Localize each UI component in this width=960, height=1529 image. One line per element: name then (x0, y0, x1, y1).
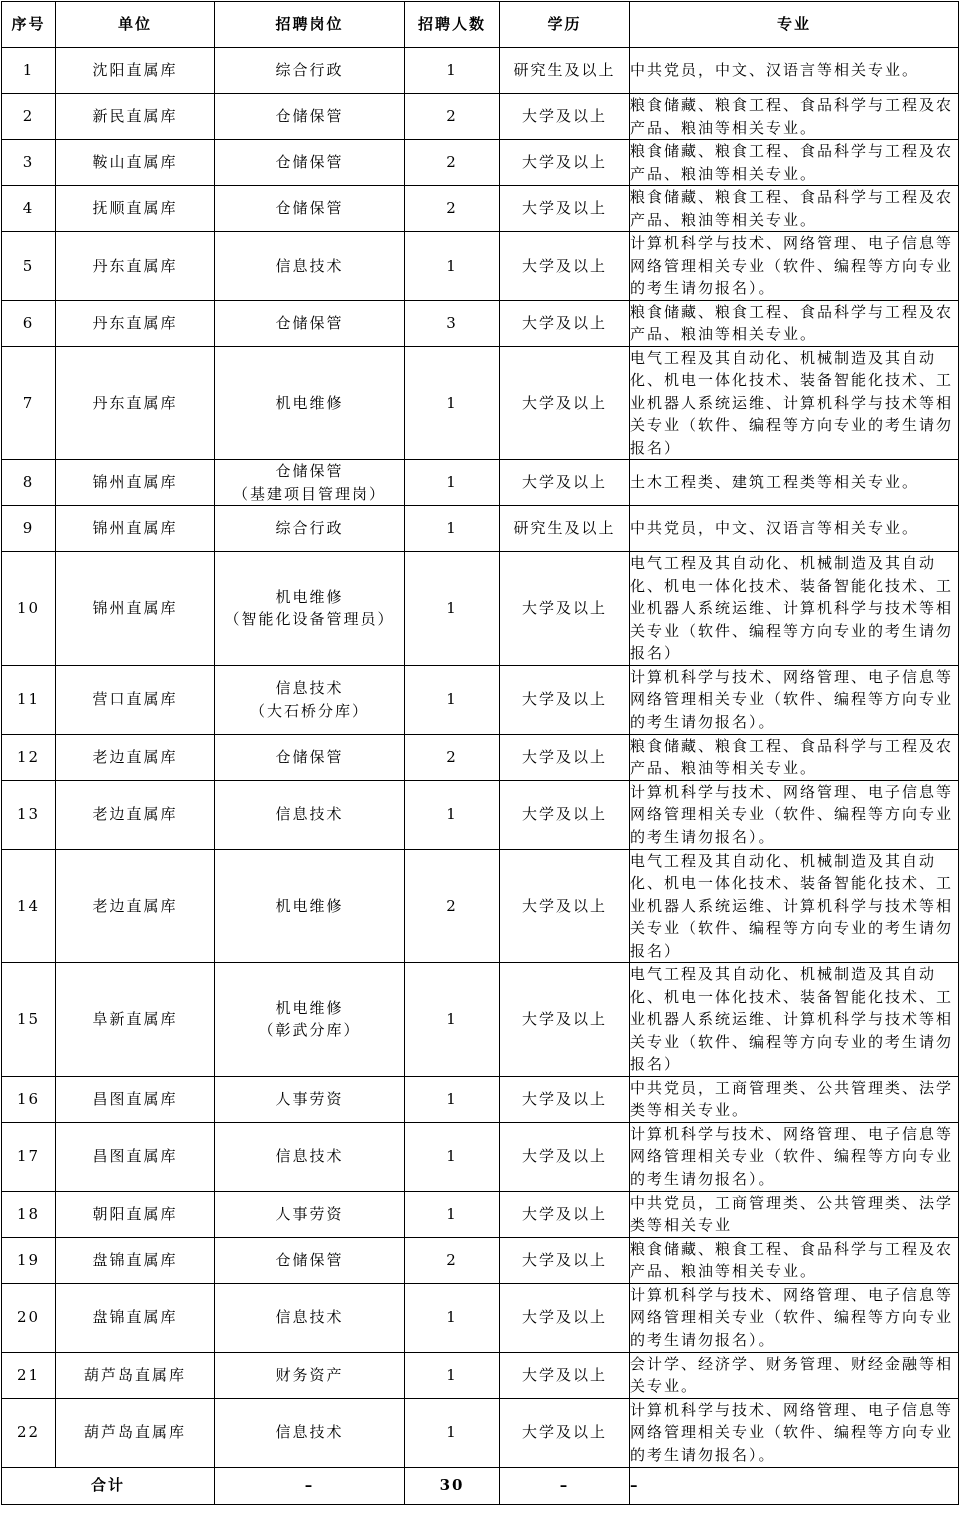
row-number: 10 (2, 552, 56, 666)
education-cell: 大学及以上 (500, 1237, 630, 1283)
count-cell: 1 (405, 552, 500, 666)
education-cell: 大学及以上 (500, 734, 630, 780)
major-cell: 土木工程类、建筑工程类等相关专业。 (630, 460, 959, 506)
table-row (2, 1122, 959, 1191)
count-cell: 1 (405, 1076, 500, 1122)
header-no: 序号 (2, 2, 56, 48)
position-cell (215, 186, 405, 232)
position-cell (215, 1398, 405, 1467)
count-cell: 2 (405, 186, 500, 232)
unit-cell: 抚顺直属库 (56, 186, 215, 232)
table-row (2, 94, 959, 140)
count-cell: 2 (405, 94, 500, 140)
unit-cell: 老边直属库 (56, 849, 215, 963)
position-cell (215, 1283, 405, 1352)
row-number: 5 (2, 232, 56, 301)
position-title: 信息技术 (275, 1423, 344, 1442)
position-title: 信息技术 (275, 256, 344, 275)
education-cell: 大学及以上 (500, 1191, 630, 1237)
position-cell (215, 140, 405, 186)
position-cell (215, 460, 405, 506)
major-cell: 电气工程及其自动化、机械制造及其自动化、机电一体化技术、装备智能化技术、工业机器人系统运维、计算机科学与技术等相关专业（软件、编程等方向专业的考生请勿报名） (630, 552, 959, 666)
recruitment-table (1, 1, 959, 1505)
position-title: 仓储保管 (275, 747, 344, 766)
major-cell: 粮食储藏、粮食工程、食品科学与工程及农产品、粮油等相关专业。 (630, 94, 959, 140)
major-cell: 粮食储藏、粮食工程、食品科学与工程及农产品、粮油等相关专业。 (630, 1237, 959, 1283)
position-cell (215, 48, 405, 94)
position-title: 机电维修 (275, 393, 344, 412)
unit-cell: 锦州直属库 (56, 552, 215, 666)
table-row (2, 1352, 959, 1398)
position-title: 信息技术 (275, 679, 344, 697)
row-number: 4 (2, 186, 56, 232)
unit-cell: 营口直属库 (56, 665, 215, 734)
unit-cell: 盘锦直属库 (56, 1237, 215, 1283)
major-cell: 会计学、经济学、财务管理、财经金融等相关专业。 (630, 1352, 959, 1398)
unit-cell: 鞍山直属库 (56, 140, 215, 186)
row-number: 1 (2, 48, 56, 94)
major-cell: 电气工程及其自动化、机械制造及其自动化、机电一体化技术、装备智能化技术、工业机器人系统运维、计算机科学与技术等相关专业（软件、编程等方向专业的考生请勿报名） (630, 963, 959, 1077)
row-number: 14 (2, 849, 56, 963)
row-number: 8 (2, 460, 56, 506)
row-number: 6 (2, 300, 56, 346)
count-cell: 1 (405, 48, 500, 94)
education-cell: 大学及以上 (500, 780, 630, 849)
unit-cell: 丹东直属库 (56, 346, 215, 460)
total-row (2, 1467, 959, 1504)
table-row (2, 1076, 959, 1122)
unit-cell: 丹东直属库 (56, 232, 215, 301)
unit-cell: 昌图直属库 (56, 1122, 215, 1191)
position-note: （彰武分库） (258, 1021, 361, 1040)
count-cell: 3 (405, 300, 500, 346)
position-note: （智能化设备管理员） (224, 610, 395, 629)
count-cell: 1 (405, 232, 500, 301)
position-cell (215, 1122, 405, 1191)
position-cell (215, 552, 405, 666)
row-number: 9 (2, 506, 56, 552)
position-cell (215, 300, 405, 346)
major-cell: 中共党员，中文、汉语言等相关专业。 (630, 48, 959, 94)
unit-cell: 盘锦直属库 (56, 1283, 215, 1352)
education-cell: 大学及以上 (500, 186, 630, 232)
count-cell: 1 (405, 1191, 500, 1237)
position-title: 财务资产 (275, 1365, 344, 1384)
position-title: 仓储保管 (275, 313, 344, 332)
position-cell (215, 94, 405, 140)
table-row (2, 963, 959, 1077)
position-cell (215, 232, 405, 301)
table-row (2, 665, 959, 734)
table-row (2, 1398, 959, 1467)
table-row (2, 48, 959, 94)
table-row (2, 1237, 959, 1283)
row-number: 19 (2, 1237, 56, 1283)
position-cell (215, 849, 405, 963)
position-title: 仓储保管 (275, 153, 344, 172)
position-title: 信息技术 (275, 1308, 344, 1327)
table-row (2, 140, 959, 186)
position-title: 机电维修 (275, 587, 344, 606)
education-cell: 大学及以上 (500, 1122, 630, 1191)
education-cell: 大学及以上 (500, 1283, 630, 1352)
header-count: 招聘人数 (405, 2, 500, 48)
education-cell: 大学及以上 (500, 346, 630, 460)
count-cell: 1 (405, 1283, 500, 1352)
position-cell (215, 506, 405, 552)
count-cell: 2 (405, 1237, 500, 1283)
major-cell: 计算机科学与技术、网络管理、电子信息等网络管理相关专业（软件、编程等方向专业的考生请勿报名）。 (630, 665, 959, 734)
count-cell: 1 (405, 1398, 500, 1467)
table-row (2, 300, 959, 346)
table-row (2, 232, 959, 301)
major-cell: 电气工程及其自动化、机械制造及其自动化、机电一体化技术、装备智能化技术、工业机器人系统运维、计算机科学与技术等相关专业（软件、编程等方向专业的考生请勿报名） (630, 849, 959, 963)
position-title: 综合行政 (275, 61, 344, 80)
education-cell: 大学及以上 (500, 300, 630, 346)
position-cell (215, 1191, 405, 1237)
count-cell: 1 (405, 1122, 500, 1191)
header-unit: 单位 (56, 2, 215, 48)
table-row (2, 460, 959, 506)
position-title: 仓储保管 (275, 107, 344, 126)
unit-cell: 新民直属库 (56, 94, 215, 140)
row-number: 11 (2, 665, 56, 734)
total-count: 30 (405, 1467, 500, 1504)
header-education: 学历 (500, 2, 630, 48)
education-cell: 大学及以上 (500, 140, 630, 186)
education-cell: 大学及以上 (500, 1076, 630, 1122)
header-row (2, 2, 959, 48)
total-education: – (500, 1467, 630, 1504)
major-cell: 计算机科学与技术、网络管理、电子信息等网络管理相关专业（软件、编程等方向专业的考生请勿报名）。 (630, 1283, 959, 1352)
major-cell: 粮食储藏、粮食工程、食品科学与工程及农产品、粮油等相关专业。 (630, 140, 959, 186)
major-cell: 中共党员，工商管理类、公共管理类、法学类等相关专业。 (630, 1076, 959, 1122)
position-title: 机电维修 (275, 998, 344, 1017)
position-title: 仓储保管 (275, 462, 344, 480)
position-note: （基建项目管理岗） (232, 484, 386, 503)
education-cell: 大学及以上 (500, 94, 630, 140)
unit-cell: 锦州直属库 (56, 460, 215, 506)
count-cell: 1 (405, 506, 500, 552)
education-cell: 大学及以上 (500, 963, 630, 1077)
total-label: 合计 (2, 1467, 215, 1504)
table-row (2, 506, 959, 552)
row-number: 20 (2, 1283, 56, 1352)
header-major: 专业 (630, 2, 959, 48)
table-row (2, 346, 959, 460)
education-cell: 大学及以上 (500, 552, 630, 666)
major-cell: 计算机科学与技术、网络管理、电子信息等网络管理相关专业（软件、编程等方向专业的考生请勿报名）。 (630, 1122, 959, 1191)
position-cell (215, 1237, 405, 1283)
position-title: 人事劳资 (275, 1204, 344, 1223)
education-cell: 大学及以上 (500, 1398, 630, 1467)
position-title: 人事劳资 (275, 1089, 344, 1108)
position-title: 信息技术 (275, 805, 344, 824)
table-row (2, 552, 959, 666)
unit-cell: 葫芦岛直属库 (56, 1352, 215, 1398)
major-cell: 粮食储藏、粮食工程、食品科学与工程及农产品、粮油等相关专业。 (630, 300, 959, 346)
unit-cell: 沈阳直属库 (56, 48, 215, 94)
table-row (2, 849, 959, 963)
position-cell (215, 963, 405, 1077)
count-cell: 2 (405, 140, 500, 186)
table-row (2, 780, 959, 849)
count-cell: 1 (405, 963, 500, 1077)
count-cell: 1 (405, 665, 500, 734)
unit-cell: 老边直属库 (56, 780, 215, 849)
row-number: 17 (2, 1122, 56, 1191)
unit-cell: 昌图直属库 (56, 1076, 215, 1122)
position-title: 综合行政 (275, 519, 344, 538)
row-number: 16 (2, 1076, 56, 1122)
unit-cell: 老边直属库 (56, 734, 215, 780)
position-cell (215, 1076, 405, 1122)
row-number: 15 (2, 963, 56, 1077)
major-cell: 中共党员，工商管理类、公共管理类、法学类等相关专业 (630, 1191, 959, 1237)
position-note: （大石桥分库） (249, 701, 369, 720)
table-row (2, 186, 959, 232)
header-position: 招聘岗位 (215, 2, 405, 48)
table-row (2, 1283, 959, 1352)
major-cell: 计算机科学与技术、网络管理、电子信息等网络管理相关专业（软件、编程等方向专业的考生请勿报名）。 (630, 232, 959, 301)
position-cell (215, 780, 405, 849)
row-number: 7 (2, 346, 56, 460)
unit-cell: 丹东直属库 (56, 300, 215, 346)
education-cell: 研究生及以上 (500, 48, 630, 94)
major-cell: 电气工程及其自动化、机械制造及其自动化、机电一体化技术、装备智能化技术、工业机器人系统运维、计算机科学与技术等相关专业（软件、编程等方向专业的考生请勿报名） (630, 346, 959, 460)
table-body (2, 48, 959, 1505)
row-number: 3 (2, 140, 56, 186)
row-number: 13 (2, 780, 56, 849)
position-cell (215, 665, 405, 734)
total-position: – (215, 1467, 405, 1504)
position-cell (215, 1352, 405, 1398)
unit-cell: 锦州直属库 (56, 506, 215, 552)
unit-cell: 葫芦岛直属库 (56, 1398, 215, 1467)
row-number: 18 (2, 1191, 56, 1237)
position-title: 仓储保管 (275, 199, 344, 218)
position-title: 仓储保管 (275, 1250, 344, 1269)
major-cell: 计算机科学与技术、网络管理、电子信息等网络管理相关专业（软件、编程等方向专业的考生请勿报名）。 (630, 1398, 959, 1467)
row-number: 22 (2, 1398, 56, 1467)
count-cell: 1 (405, 460, 500, 506)
count-cell: 2 (405, 849, 500, 963)
major-cell: 中共党员，中文、汉语言等相关专业。 (630, 506, 959, 552)
row-number: 12 (2, 734, 56, 780)
education-cell: 大学及以上 (500, 232, 630, 301)
row-number: 2 (2, 94, 56, 140)
position-title: 机电维修 (275, 896, 344, 915)
count-cell: 1 (405, 346, 500, 460)
education-cell: 大学及以上 (500, 665, 630, 734)
count-cell: 1 (405, 780, 500, 849)
education-cell: 大学及以上 (500, 460, 630, 506)
table-row (2, 1191, 959, 1237)
major-cell: 粮食储藏、粮食工程、食品科学与工程及农产品、粮油等相关专业。 (630, 186, 959, 232)
education-cell: 研究生及以上 (500, 506, 630, 552)
count-cell: 2 (405, 734, 500, 780)
major-cell: 粮食储藏、粮食工程、食品科学与工程及农产品、粮油等相关专业。 (630, 734, 959, 780)
education-cell: 大学及以上 (500, 849, 630, 963)
row-number: 21 (2, 1352, 56, 1398)
total-major: – (630, 1467, 959, 1504)
unit-cell: 阜新直属库 (56, 963, 215, 1077)
count-cell: 1 (405, 1352, 500, 1398)
position-cell (215, 734, 405, 780)
position-cell (215, 346, 405, 460)
table-row (2, 734, 959, 780)
education-cell: 大学及以上 (500, 1352, 630, 1398)
unit-cell: 朝阳直属库 (56, 1191, 215, 1237)
position-title: 信息技术 (275, 1147, 344, 1166)
major-cell: 计算机科学与技术、网络管理、电子信息等网络管理相关专业（软件、编程等方向专业的考生请勿报名）。 (630, 780, 959, 849)
